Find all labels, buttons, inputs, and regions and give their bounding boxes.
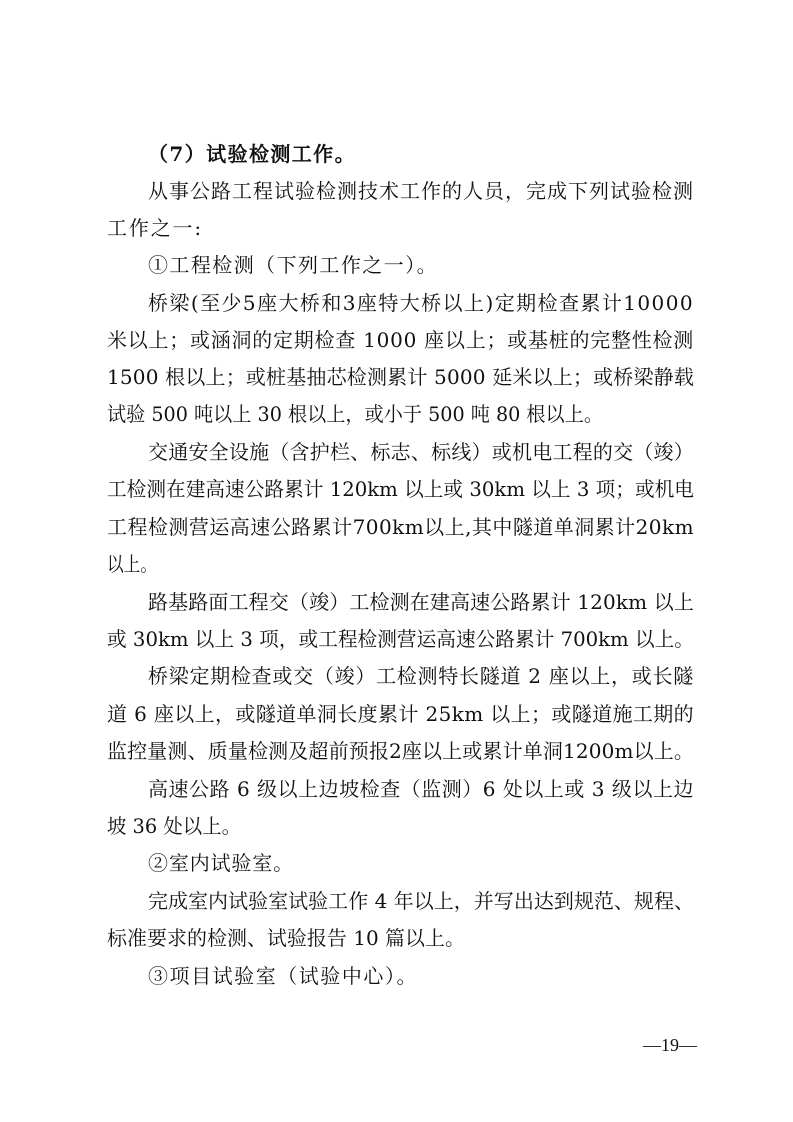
body-line: 工程检测营运高速公路累计700km以上,其中隧道单洞累计20km <box>107 515 694 539</box>
body-line: 高速公路 6 级以上边坡检查（监测）6 处以上或 3 级以上边 <box>148 777 694 801</box>
body-line: 坡 36 处以上。 <box>107 814 241 838</box>
body-line: 标准要求的检测、试验报告 10 篇以上。 <box>107 926 465 950</box>
body-line: 交通安全设施（含护栏、标志、标线）或机电工程的交（竣） <box>148 440 694 464</box>
body-line: 桥梁(至少5座大桥和3座特大桥以上)定期检查累计10000 <box>148 291 694 315</box>
body-line: 从事公路工程试验检测技术工作的人员，完成下列试验检测 <box>148 179 694 203</box>
body-line: ③项目试验室（试验中心）。 <box>148 964 418 988</box>
body-line: 道 6 座以上，或隧道单洞长度累计 25km 以上；或隧道施工期的 <box>107 702 694 726</box>
section-heading: （7）试验检测工作。 <box>148 142 356 166</box>
body-line: 完成室内试验室试验工作 4 年以上，并写出达到规范、规程、 <box>148 889 694 913</box>
page-number: —19— <box>643 1035 697 1055</box>
body-line: 桥梁定期检查或交（竣）工检测特长隧道 2 座以上，或长隧 <box>148 664 694 688</box>
body-line: 米以上；或涵洞的定期检查 1000 座以上；或基桩的完整性检测 <box>107 328 694 352</box>
body-line: 以上。 <box>107 552 157 576</box>
body-line: 路基路面工程交（竣）工检测在建高速公路累计 120km 以上 <box>148 590 694 614</box>
body-line: 工检测在建高速公路累计 120km 以上或 30km 以上 3 项；或机电 <box>107 477 694 501</box>
body-line: 试验 500 吨以上 30 根以上，或小于 500 吨 80 根以上。 <box>107 402 603 426</box>
body-line: 1500 根以上；或桩基抽芯检测累计 5000 延米以上；或桥梁静载 <box>107 365 694 389</box>
body-line: 监控量测、质量检测及超前预报2座以上或累计单洞1200m以上。 <box>107 739 694 763</box>
body-line: ①工程检测（下列工作之一）。 <box>148 253 438 277</box>
body-line: ②室内试验室。 <box>148 851 294 875</box>
body-line: 工作之一: <box>107 216 203 240</box>
body-line: 或 30km 以上 3 项，或工程检测营运高速公路累计 700km 以上。 <box>107 627 694 651</box>
